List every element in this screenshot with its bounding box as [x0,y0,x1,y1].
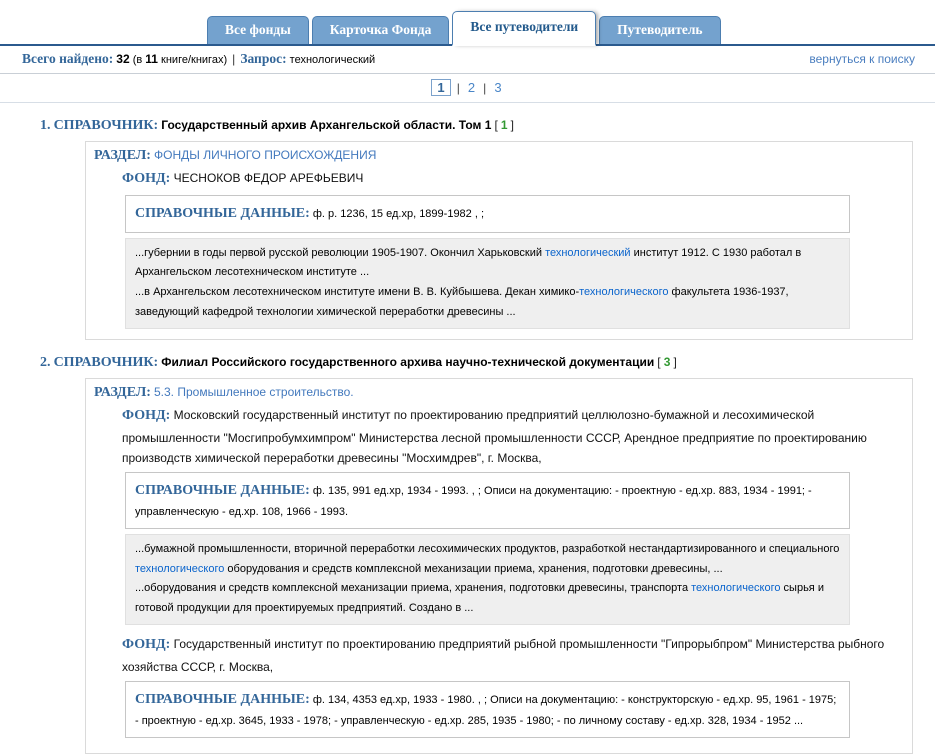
snippet-text: ...в Архангельском лесотехническом институте имени В. В. Куйбышева. Декан химико- [135,286,580,299]
page-separator: | [483,81,487,95]
snippet-line [135,244,840,284]
found-label: Всего найдено: [22,51,114,66]
query-label: Запрос: [240,51,287,66]
result-title: Государственный архив Архангельской области. Том 1 [161,118,492,132]
summary-row [0,46,935,74]
tab-all-guides[interactable] [452,11,596,46]
tab-label: Все путеводители [470,19,579,34]
fond-name: Московский государственный институт по проектированию предприятий целлюлозно-бумажной и лесохимической промышленности "Мосгипробумхимпром" Министерства лесной промышленности СССР, Арендное предприятие по проектированию производств химической переработки древесины "Мосхимдрев", г. Москва, [122,407,867,465]
snippet-text: институт 1912. С 1930 работал в Архангельском лесотехническом институте ... [135,246,802,279]
fond-label: ФОНД: [122,171,171,186]
fond-label: ФОНД: [122,637,171,653]
snippet-line [135,540,840,580]
reference-data-box [125,472,850,528]
pagination [0,74,935,103]
separator: | [232,52,236,66]
reference-data-box [125,681,850,737]
snippet-text: ...губернии в годы первой русской революции 1905-1907. Окончил Харьковский [135,246,546,259]
bracket-close: ] [510,118,514,132]
back-to-search-link[interactable]: вернуться к поиску [809,52,915,66]
snippet-text: факультета 1936-1937, заведующий кафедрой технологии химической переработки древесины ... [135,286,789,318]
reference-data-label: СПРАВОЧНЫЕ ДАННЫЕ: [135,205,310,221]
fond-block [122,404,902,625]
reference-data-text: ф. р. 1236, 15 ед.хр, 1899-1982 , ; [312,207,485,220]
summary-text [22,51,375,67]
snippet-line [135,579,840,619]
tab-bar [0,0,935,46]
reference-data-text: ф. 134, 4353 ед.хр, 1933 - 1980. , ; Описи на документацию: - конструкторскую - ед.хр. 95, 1961 - 1975; - проектную - ед.хр. 3645, 1933 - 1978; - управленческую - ед.хр. 285, 1935 - 1980; - по личному составу - ед.хр. 328, 1934 - 1952 ... [135,694,837,728]
result-count-badge: 3 [663,354,671,369]
tab-label: Карточка Фонда [329,22,432,37]
results-list [0,103,935,754]
result-count-badge: 1 [500,118,508,132]
reference-data-text: ф. 135, 991 ед.хр, 1934 - 1993. , ; Описи на документацию: - проектную - ед.хр. 883, 1934 - 1991; - управленческую - ед.хр. 108, 1966 - 1993. [135,485,812,519]
bracket-open: [ [494,118,498,132]
result-header [40,115,915,136]
page-current: 1 [431,79,450,96]
tab-label: Путеводитель [617,22,703,37]
highlighted-query-word: технологический [545,246,631,259]
query-value: технологический [289,54,376,66]
result-header [40,352,915,373]
books-pre: (в [132,54,143,66]
reference-data-box [125,195,850,233]
highlighted-query-word: технологического [579,286,669,299]
snippet-box [125,238,850,329]
fond-line [122,633,900,677]
section-line [94,385,902,401]
section-label: РАЗДЕЛ: [94,148,151,163]
search-result-2 [0,352,935,754]
result-type-label: СПРАВОЧНИК: [53,354,159,370]
fond-line [122,167,900,191]
fond-block [122,167,902,329]
snippet-text: сырья и готовой продукции для проектируемых предприятий. Создано в ... [135,582,824,615]
tab-guide[interactable] [599,16,720,44]
reference-data-label: СПРАВОЧНЫЕ ДАННЫЕ: [135,483,310,499]
bracket-close: ] [673,354,677,369]
fond-label: ФОНД: [122,407,171,423]
books-count: 11 [145,52,158,66]
section-box [85,141,913,340]
tab-all-fonds[interactable] [207,16,309,44]
fond-block [122,633,902,738]
section-line [94,148,902,164]
result-number: 1. [40,118,51,133]
highlighted-query-word: технологического [135,562,225,575]
found-count: 32 [116,52,130,66]
bracket-open: [ [657,354,661,369]
fond-name: Государственный институт по проектированию предприятий рыбной промышленности "Гипрорыбпром" Министерства рыбного хозяйства СССР, г. Москва, [122,637,885,674]
section-label: РАЗДЕЛ: [94,384,151,400]
books-post: книге/книгах) [161,54,228,66]
snippet-line [135,283,840,323]
section-link[interactable]: ФОНДЫ ЛИЧНОГО ПРОИСХОЖДЕНИЯ [154,148,377,162]
page-link-2[interactable]: 2 [467,80,476,95]
tab-fond-card[interactable] [312,16,450,44]
fond-line [122,404,900,469]
snippet-text: оборудования и средств комплексной механизации приема, хранения, подготовки древесины, ... [224,562,723,575]
section-link[interactable]: 5.3. Промышленное строительство. [154,384,354,399]
result-title: Филиал Российского государственного архива научно-технической документации [161,354,655,369]
highlighted-query-word: технологического [691,582,781,595]
search-result-1 [0,115,935,340]
tab-label: Все фонды [225,22,291,37]
snippet-text: ...оборудования и средств комплексной механизации приема, хранения, подготовки древесины, транспорта [135,582,692,595]
result-number: 2. [40,354,51,370]
page-link-3[interactable]: 3 [494,80,502,95]
snippet-text: ...бумажной промышленности, вторичной переработки лесохимических продуктов, разработкой нестандартизированного и специального [135,542,840,555]
section-box [85,378,913,754]
page-separator: | [456,81,460,95]
reference-data-label: СПРАВОЧНЫЕ ДАННЫЕ: [135,692,310,708]
result-type-label: СПРАВОЧНИК: [53,118,159,133]
fond-name: ЧЕСНОКОВ ФЕДОР АРЕФЬЕВИЧ [173,171,364,185]
